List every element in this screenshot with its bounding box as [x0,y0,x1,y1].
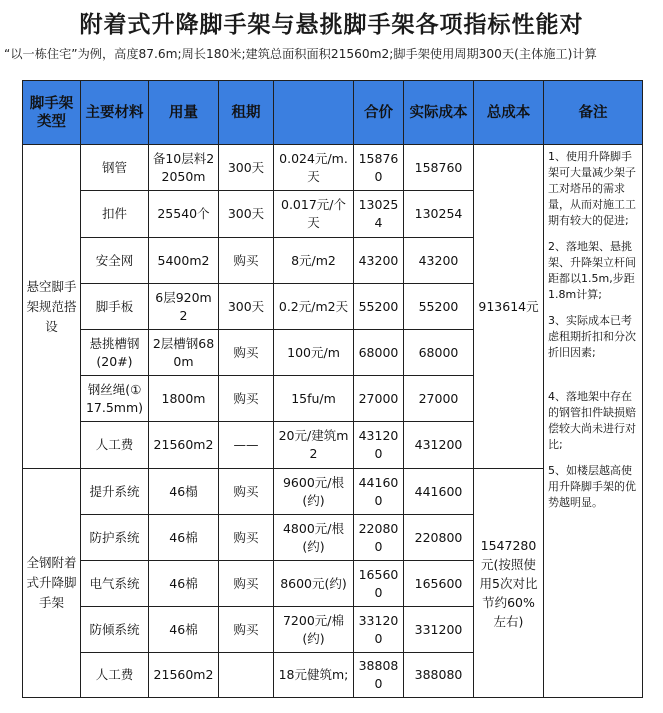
material-cell: 提升系统 [81,469,149,515]
amount-cell: 431200 [354,422,404,469]
amount-cell: 388080 [354,653,404,698]
price-cell: 15fu/m [274,376,354,422]
term-cell: 购买 [219,515,274,561]
term-cell: 300天 [219,191,274,238]
quantity-cell: 21560m2 [149,653,219,698]
quantity-cell: 2层槽钢680m [149,330,219,376]
term-cell: 购买 [219,238,274,284]
price-cell: 9600元/根(约) [274,469,354,515]
term-cell: 300天 [219,284,274,330]
amount-cell: 158760 [354,145,404,191]
amount-cell: 441600 [354,469,404,515]
term-cell: 购买 [219,376,274,422]
group1-total-cell: 913614元 [474,145,544,469]
amount-cell: 68000 [354,330,404,376]
remark-4: 4、落地架中存在的钢管扣件缺损赔偿较大尚未进行对比; [548,390,636,451]
table-header [23,81,643,145]
material-cell: 脚手板 [81,284,149,330]
header-quantity: 用量 [149,81,219,145]
cost-cell: 130254 [404,191,474,238]
price-cell: 20元/建筑m2 [274,422,354,469]
term-cell [219,653,274,698]
amount-cell: 130254 [354,191,404,238]
amount-cell: 27000 [354,376,404,422]
price-cell: 0.2元/m2天 [274,284,354,330]
material-cell: 电气系统 [81,561,149,607]
header-amount: 合价 [354,81,404,145]
cost-cell: 68000 [404,330,474,376]
price-cell: 100元/m [274,330,354,376]
material-cell: 钢管 [81,145,149,191]
quantity-cell: 46棉 [149,561,219,607]
remark-3: 3、实际成本已考虑租期折扣和分次折旧因素; [548,314,636,359]
cost-cell: 388080 [404,653,474,698]
cost-cell: 27000 [404,376,474,422]
page-subtitle: “以一栋住宅”为例，高度87.6m;周长180米;建筑总面积面积21560m2;脚手架使用周期300天(主体施工)计算 [4,47,597,61]
material-cell: 防倾系统 [81,607,149,653]
price-cell: 18元健筑m; [274,653,354,698]
price-cell: 7200元/棉(约) [274,607,354,653]
quantity-cell: 25540个 [149,191,219,238]
price-cell: 8元/m2 [274,238,354,284]
page-title: 附着式升降脚手架与悬挑脚手架各项指标性能对 [79,12,584,38]
term-cell: 300天 [219,145,274,191]
material-cell: 安全网 [81,238,149,284]
header-row [23,81,643,145]
quantity-cell: 5400m2 [149,238,219,284]
price-cell: 0.024元/m.天 [274,145,354,191]
header-unit-price [274,81,354,145]
header-actual-cost: 实际成本 [404,81,474,145]
table-body [23,145,643,698]
cost-cell: 55200 [404,284,474,330]
term-cell: 购买 [219,330,274,376]
remarks-cell [544,145,643,698]
amount-cell: 43200 [354,238,404,284]
amount-cell: 220800 [354,515,404,561]
price-cell: 0.017元/个天 [274,191,354,238]
header-total-cost: 总成本 [474,81,544,145]
term-cell: 购买 [219,607,274,653]
header-scaffold-type: 脚手架类型 [23,81,81,145]
amount-cell: 55200 [354,284,404,330]
term-cell: 购买 [219,561,274,607]
quantity-cell: 6层920m2 [149,284,219,330]
material-cell: 防护系统 [81,515,149,561]
material-cell: 人工费 [81,653,149,698]
remark-2: 2、落地架、悬挑架、升降架立杆间距都以1.5m,步距1.8m计算; [548,240,636,301]
group1-type-cell: 悬空脚手架规范搭设 [23,145,81,469]
header-material: 主要材料 [81,81,149,145]
quantity-cell: 46榻 [149,469,219,515]
quantity-cell: 1800m [149,376,219,422]
term-cell: 购买 [219,469,274,515]
price-cell: 4800元/根(约) [274,515,354,561]
cost-cell: 43200 [404,238,474,284]
table-row [23,145,643,191]
cost-cell: 331200 [404,607,474,653]
group2-total-cell: 1547280元(按照使用5次对比节约60%左右) [474,469,544,698]
quantity-cell: 46棉 [149,607,219,653]
remark-1: 1、使用升降脚手架可大量减少架子工对塔吊的需求量，从而对施工工期有较大的促进; [548,150,636,227]
comparison-table [22,80,643,698]
header-remarks: 备注 [544,81,643,145]
header-term: 租期 [219,81,274,145]
cost-cell: 431200 [404,422,474,469]
amount-cell: 331200 [354,607,404,653]
amount-cell: 165600 [354,561,404,607]
material-cell: 扣件 [81,191,149,238]
material-cell: 人工费 [81,422,149,469]
cost-cell: 441600 [404,469,474,515]
cost-cell: 158760 [404,145,474,191]
material-cell: 悬挑槽钢(20#) [81,330,149,376]
quantity-cell: 21560m2 [149,422,219,469]
quantity-cell: 备10层料22050m [149,145,219,191]
material-cell: 钢丝绳(①17.5mm) [81,376,149,422]
price-cell: 8600元(约) [274,561,354,607]
term-cell: —— [219,422,274,469]
cost-cell: 165600 [404,561,474,607]
group2-type-cell: 全钢附着式升降脚手架 [23,469,81,698]
cost-cell: 220800 [404,515,474,561]
quantity-cell: 46棉 [149,515,219,561]
remark-5: 5、如楼层越高使用升降脚手架的优势越明显。 [548,464,636,509]
